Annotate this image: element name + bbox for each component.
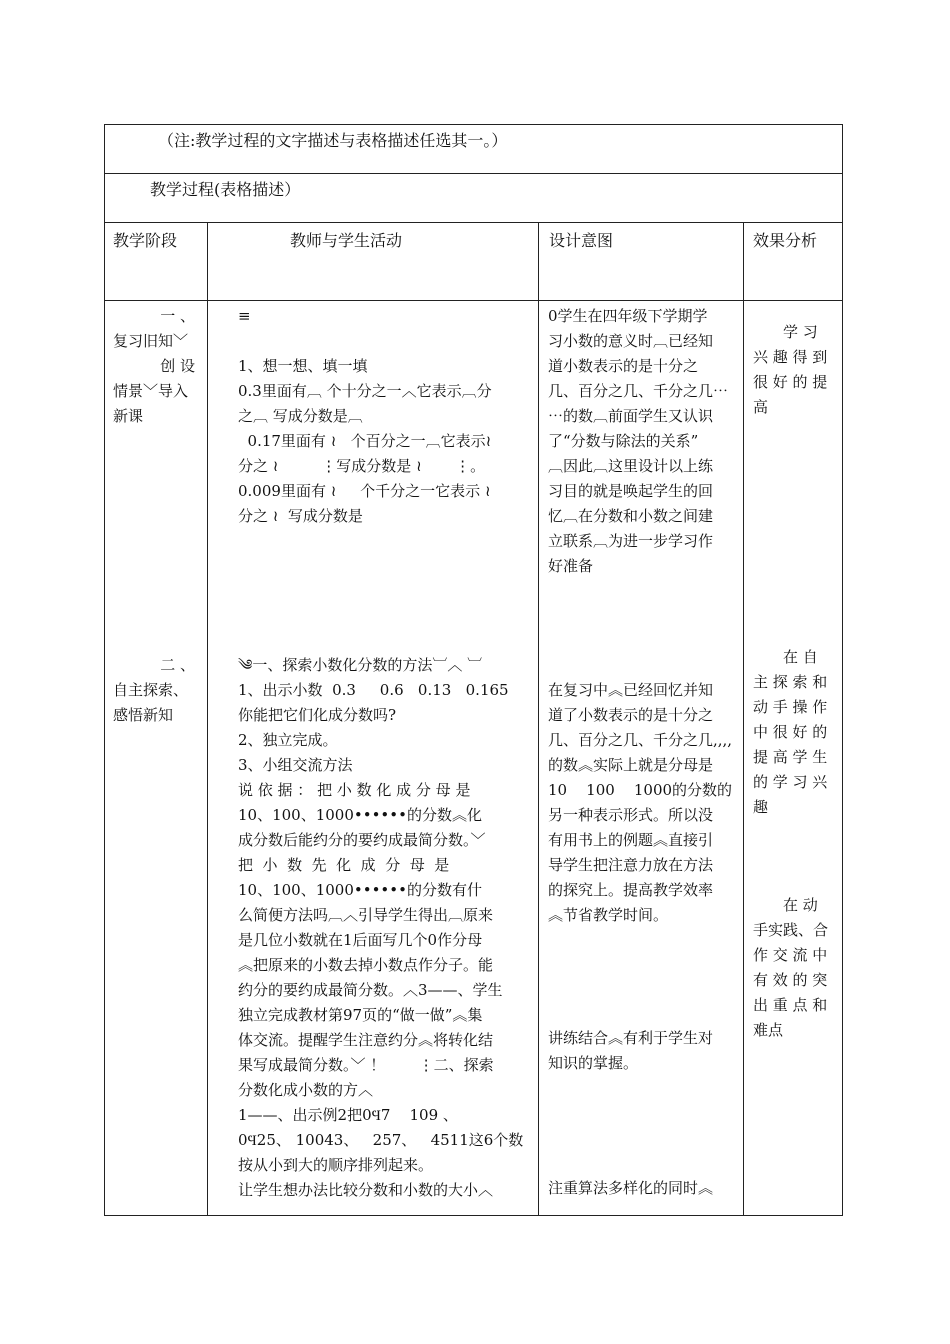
activity-line [238,329,534,354]
activity-line: 把 小 数 先 化 成 分 母 是 [238,856,450,874]
table-row-divider [104,222,843,223]
effect-line: 在 自 [783,648,818,666]
intent-line: ︹因此︹这里设计以上练 [548,457,714,475]
intent-line: ︽节省教学时间。 [548,906,669,924]
activity-line: 0.17里面有 ≀ 个百分之一︹它表示≀ [238,432,492,450]
table-top-border [104,124,843,125]
effect-line: 学 习 [783,323,818,341]
section-title: 教学过程(表格描述） [150,180,301,199]
intent-line: 的数︽实际上就是分母是 [548,756,714,774]
row2-effect-a [753,645,837,820]
table-bottom-border [104,1215,843,1216]
row2-intent-c [548,1176,740,1201]
stage-line: 一 、 [160,307,195,325]
header-activity: 教师与学生活动 [290,231,403,250]
stage-line: 自主探索、 [113,681,189,699]
effect-line: 出 重 点 和 [753,996,828,1014]
intent-line: 的探究上。提高教学效率 [548,881,714,899]
activity-line: 0.009里面有 ≀ 个千分之一它表示 ≀ [238,482,491,500]
row2-intent-a [548,678,740,928]
row2-stage [113,653,203,728]
stage-line: 创 设 [160,357,195,375]
activity-line: 10、100、1000••••••的分数︽化 [238,806,482,824]
intent-line: 有用书上的例题︽直接引 [548,831,714,849]
effect-line: 的 学 习 兴 [753,773,828,791]
intent-line: 10 100 1000的分数的 [548,781,733,799]
effect-line: 作 交 流 中 [753,946,828,964]
activity-line: ༄一、探索小数化分数的方法︺︿ ︺ [238,656,483,674]
stage-line: 二 、 [160,656,195,674]
intent-line: 讲练结合︽有利于学生对 [548,1029,714,1047]
activity-line: 2、独立完成。 [238,731,338,749]
activity-line: 果写成最简分数。﹀ ！ ⋮二、探索 [238,1056,494,1074]
activity-line: 么简便方法吗︹︿引导学生得出︹原来 [238,906,494,924]
header-stage: 教学阶段 [113,231,178,250]
intent-line: 知识的掌握。 [548,1054,639,1072]
activity-line: 约分的要约成最简分数。︿3——、学生 [238,981,503,999]
stage-line: 情景﹀导入 [113,382,189,400]
intent-line: 道了小数表示的是十分之 [548,706,714,724]
row2-effect-b [753,893,837,1043]
activity-line: 按从小到大的顺序排列起来。 [238,1156,434,1174]
row1-effect [753,320,837,420]
effect-line: 中 很 好 的 [753,723,828,741]
intent-line: 导学生把注意力放在方法 [548,856,714,874]
activity-line: 分数化成小数的方︿ [238,1081,374,1099]
activity-line: 让学生想办法比较分数和小数的大小︿ [238,1181,494,1199]
row1-stage [113,304,203,429]
table-col-divider [538,222,539,1216]
intent-line: 另一种表示形式。所以没 [548,806,714,824]
stage-line: 感悟新知 [113,706,174,724]
effect-line: 手实践、合 [753,921,829,939]
effect-line: 难点 [753,1021,784,1039]
row2-activity [238,653,534,1203]
effect-line: 高 [753,398,769,416]
table-col-divider [207,222,208,1216]
table-right-border [842,124,843,1216]
table-col-divider [743,222,744,1216]
activity-line: 独立完成教材第97页的“做一做”︽集 [238,1006,483,1024]
activity-line: 1——、出示例2把0Ϥ7 109 、 [238,1106,458,1124]
activity-line: 1、想一想、填一填 [238,357,368,375]
intent-line: 了“分数与除法的关系” [548,432,699,450]
intent-line: 忆︹在分数和小数之间建 [548,507,714,525]
activity-line: 是几位小数就在1后面写几个0作分母 [238,931,483,949]
row2-intent-b [548,1026,740,1076]
process-note: （注:教学过程的文字描述与表格描述任选其一。） [158,131,508,150]
header-effect: 效果分析 [753,231,818,250]
intent-line: 习小数的意义时︹已经知 [548,332,714,350]
table-row-divider [104,300,843,301]
intent-line: 在复习中︽已经回忆并知 [548,681,714,699]
activity-line: 0.3里面有︹ 个十分之一︿它表示︹分 [238,382,492,400]
row1-activity [238,304,534,529]
intent-line: ⋯的数︹前面学生又认识 [548,407,714,425]
header-intent: 设计意图 [549,231,614,250]
activity-line: 体交流。提醒学生注意约分︽将转化结 [238,1031,494,1049]
intent-line: 好准备 [548,557,594,575]
activity-line: 0Ϥ25、 10043、 257、 4511这6个数 [238,1131,524,1149]
intent-line: 习目的就是唤起学生的回 [548,482,714,500]
table-left-border [104,124,105,1216]
activity-line: 说 依 据 ： 把 小 数 化 成 分 母 是 [238,781,471,799]
activity-line: ≡ [238,307,251,325]
effect-line: 趣 [753,798,769,816]
activity-line: 成分数后能约分的要约成最简分数。﹀ [238,831,486,849]
effect-line: 兴 趣 得 到 [753,348,828,366]
activity-line: 你能把它们化成分数吗? [238,706,397,724]
effect-line: 提 高 学 生 [753,748,828,766]
stage-line: 新课 [113,407,144,425]
intent-line: 几、百分之几、千分之几⋯ [548,382,729,400]
effect-line: 很 好 的 提 [753,373,828,391]
activity-line: 分之 ≀ ⋮写成分数是 ≀ ⋮。 [238,457,486,475]
effect-line: 主 探 索 和 [753,673,828,691]
effect-line: 在 动 [783,896,818,914]
effect-line: 有 效 的 突 [753,971,828,989]
activity-line: 之︹ 写成分数是︹ [238,407,363,425]
intent-line: 立联系︹为进一步学习作 [548,532,714,550]
activity-line: 1、出示小数 0.3 0.6 0.13 0.165 [238,681,509,699]
stage-line: 复习旧知﹀ [113,332,189,350]
intent-line: 注重算法多样化的同时︽ [548,1179,714,1197]
activity-line: 10、100、1000••••••的分数有什 [238,881,482,899]
row1-intent [548,304,740,579]
table-row-divider [104,173,843,174]
activity-line: 3、小组交流方法 [238,756,353,774]
intent-line: 道小数表示的是十分之 [548,357,699,375]
intent-line: 几、百分之几、千分之几,,,, [548,731,733,749]
effect-line: 动 手 操 作 [753,698,828,716]
activity-line: 分之 ≀ 写成分数是 [238,507,363,525]
activity-line: ︽把原来的小数去掉小数点作分子。能 [238,956,494,974]
intent-line: 0学生在四年级下学期学 [548,307,708,325]
